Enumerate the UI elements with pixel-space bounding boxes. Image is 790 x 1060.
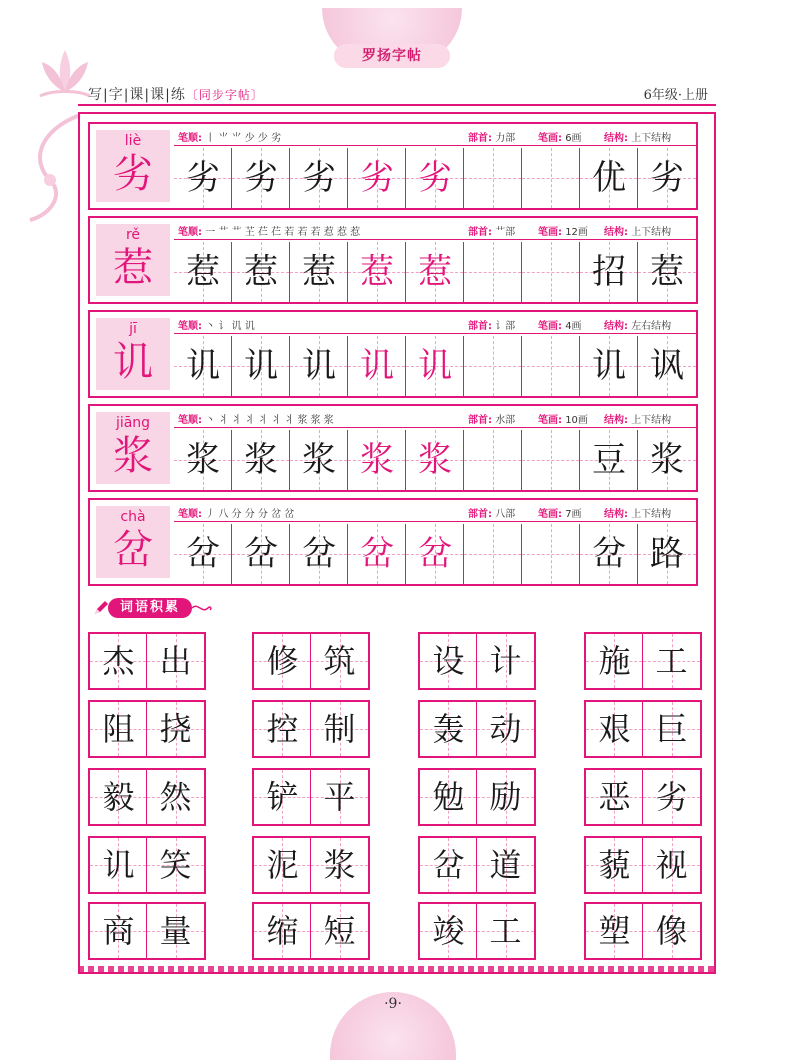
practice-char [522,336,580,396]
vocab-word [418,700,536,758]
vocab-word [418,768,536,826]
model-char: 浆 [113,433,153,479]
radical [468,411,515,426]
vocab-word [252,700,370,758]
radical-value: 讠部 [495,321,516,332]
practice-char: 浆 [186,440,220,480]
pinyin: rě [125,227,141,243]
vocab-word [584,700,702,758]
count-value: 4画 [565,321,582,332]
count-label: 笔画: [538,227,562,238]
model-box [96,224,170,296]
radical-label: 部首: [468,415,492,426]
practice-cell[interactable] [522,242,580,302]
stroke-count [538,505,582,520]
vocab-cell[interactable] [147,904,204,958]
practice-char: 惹 [244,252,278,292]
model-box [96,318,170,390]
practice-char: 惹 [186,252,220,292]
vocab-banner [92,596,214,620]
vocab-word [418,632,536,690]
practice-cell[interactable] [522,430,580,490]
vocab-char: 挠 [159,710,192,748]
vocab-char: 量 [159,912,192,950]
vocab-cell[interactable] [586,702,643,756]
practice-cell[interactable] [638,148,696,208]
vocab-cell[interactable] [586,904,643,958]
practice-char: 劣 [360,158,394,198]
practice-char: 惹 [418,252,452,292]
practice-cell[interactable] [290,148,348,208]
stroke-label: 笔顺: [178,415,202,426]
vocab-cell[interactable] [586,838,643,892]
practice-cell[interactable] [580,524,638,584]
vocab-char: 笑 [159,846,192,884]
practice-cell[interactable] [348,524,406,584]
vocab-char: 励 [489,778,522,816]
practice-cell[interactable] [174,148,232,208]
vocab-cell[interactable] [643,702,700,756]
practice-cell[interactable] [290,524,348,584]
practice-char [522,148,580,208]
structure [604,223,671,238]
vocab-cell[interactable] [643,770,700,824]
vocab-cell[interactable] [643,838,700,892]
vocab-word [252,836,370,894]
vocab-char: 恶 [598,778,631,816]
practice-char [464,430,522,490]
char-info [174,500,696,522]
vocab-cell[interactable] [420,904,477,958]
practice-cell[interactable] [290,242,348,302]
vocab-char: 岔 [432,846,465,884]
practice-char: 浆 [650,440,684,480]
count-label: 笔画: [538,415,562,426]
practice-char: 讥 [244,346,278,386]
character-row [88,122,698,210]
practice-grid [174,242,696,302]
vocab-word [584,768,702,826]
vocab-cell[interactable] [254,634,311,688]
count-value: 12画 [565,227,588,238]
vocab-cell[interactable] [477,904,534,958]
vocab-char: 出 [159,642,192,680]
stroke-value: 丶 丬 丬 丬 丬 丬 丬 浆 浆 浆 [205,415,334,426]
practice-char: 讥 [418,346,452,386]
char-info [174,218,696,240]
vocab-cell[interactable] [254,838,311,892]
page-number: ·9· [384,996,402,1012]
vocab-char: 工 [489,912,522,950]
vocab-cell[interactable] [90,904,147,958]
vocab-char: 制 [323,710,356,748]
structure-label: 结构: [604,509,628,520]
count-value: 10画 [565,415,588,426]
vocab-cell[interactable] [420,838,477,892]
practice-cell[interactable] [580,148,638,208]
practice-char: 惹 [360,252,394,292]
stroke-value: 丨 ⺌ ⺌ 少 少 劣 [205,133,282,144]
radical-label: 部首: [468,133,492,144]
practice-char: 惹 [302,252,336,292]
series-sub: 〔同步字帖〕 [185,88,264,102]
count-value: 7画 [565,509,582,520]
vocab-char: 施 [598,642,631,680]
practice-cell[interactable] [232,148,290,208]
vocab-char: 短 [323,912,356,950]
vocab-char: 计 [489,642,522,680]
practice-cell[interactable] [464,336,522,396]
vocab-char: 阻 [102,710,135,748]
practice-cell[interactable] [580,242,638,302]
vocab-char: 道 [489,846,522,884]
practice-grid [174,336,696,396]
model-box [96,130,170,202]
frame-bottom-border [78,966,716,974]
practice-char [464,336,522,396]
practice-cell[interactable] [174,430,232,490]
vocab-cell[interactable] [311,702,368,756]
model-box [96,506,170,578]
vocab-char: 控 [266,710,299,748]
practice-char: 讥 [592,346,626,386]
practice-char: 岔 [592,534,626,574]
vocab-word [88,632,206,690]
practice-cell[interactable] [290,430,348,490]
count-label: 笔画: [538,321,562,332]
vocab-cell[interactable] [586,634,643,688]
stroke-value: 丶 讠 讥 讥 [205,321,255,332]
radical [468,505,515,520]
practice-char: 讥 [302,346,336,386]
vocab-char: 缩 [266,912,299,950]
stroke-value: 丿 八 分 分 分 岔 岔 [205,509,295,520]
practice-cell[interactable] [638,336,696,396]
vocab-cell[interactable] [90,770,147,824]
practice-char: 路 [650,534,684,574]
vocab-cell[interactable] [90,634,147,688]
vocab-char: 泥 [266,846,299,884]
practice-cell[interactable] [638,242,696,302]
vocab-cell[interactable] [643,904,700,958]
practice-cell[interactable] [232,524,290,584]
practice-char: 劣 [302,158,336,198]
vocab-cell[interactable] [254,904,311,958]
vocab-char: 动 [489,710,522,748]
radical-label: 部首: [468,509,492,520]
structure-label: 结构: [604,321,628,332]
structure [604,505,671,520]
practice-cell[interactable] [348,336,406,396]
vocab-char: 艰 [598,710,631,748]
pinyin: jiāng [115,415,151,431]
vocab-word [88,700,206,758]
structure-label: 结构: [604,415,628,426]
vocab-char: 讥 [102,846,135,884]
practice-grid [174,430,696,490]
vocab-char: 筑 [323,642,356,680]
practice-cell[interactable] [464,524,522,584]
radical [468,223,515,238]
vocab-char: 轰 [432,710,465,748]
vocab-char: 然 [159,778,192,816]
model-char: 劣 [113,151,153,197]
practice-cell[interactable] [232,430,290,490]
vocab-char: 像 [655,912,688,950]
character-row [88,216,698,304]
vocab-cell[interactable] [420,770,477,824]
structure-value: 上下结构 [631,227,672,238]
header-divider [78,104,716,106]
practice-cell[interactable] [464,148,522,208]
structure [604,129,671,144]
char-info [174,406,696,428]
practice-cell[interactable] [232,242,290,302]
vocab-cell[interactable] [311,904,368,958]
practice-cell[interactable] [290,336,348,396]
vocab-cell[interactable] [311,838,368,892]
stroke-count [538,317,582,332]
pinyin: liè [124,133,142,149]
practice-cell[interactable] [638,524,696,584]
book-title-band [334,44,450,68]
practice-grid [174,524,696,584]
vocab-cell[interactable] [477,770,534,824]
radical-value: 水部 [495,415,516,426]
vocab-cell[interactable] [477,634,534,688]
vocab-cell[interactable] [477,702,534,756]
vocab-cell[interactable] [147,770,204,824]
vocab-word [88,836,206,894]
practice-char [522,242,580,302]
character-row [88,404,698,492]
practice-char [464,242,522,302]
vocab-word [584,836,702,894]
vocab-word [418,902,536,960]
practice-cell[interactable] [348,430,406,490]
vocab-char: 修 [266,642,299,680]
practice-char: 岔 [360,534,394,574]
character-row [88,310,698,398]
structure-value: 上下结构 [631,509,672,520]
stroke-value: 一 艹 艹 芏 芢 芢 若 若 若 惹 惹 惹 [205,227,361,238]
practice-cell[interactable] [522,524,580,584]
practice-char [464,148,522,208]
vocab-char: 杰 [102,642,135,680]
page-header [88,84,708,106]
structure-value: 上下结构 [631,133,672,144]
practice-cell[interactable] [406,148,464,208]
character-row [88,498,698,586]
vocab-char: 劣 [655,778,688,816]
count-label: 笔画: [538,133,562,144]
vocab-cell[interactable] [311,770,368,824]
vocab-word [252,902,370,960]
vocab-cell[interactable] [254,702,311,756]
radical-label: 部首: [468,227,492,238]
structure-label: 结构: [604,133,628,144]
practice-char: 浆 [244,440,278,480]
practice-char [464,524,522,584]
vocab-cell[interactable] [586,770,643,824]
radical-value: 八部 [495,509,516,520]
practice-cell[interactable] [348,242,406,302]
stroke-label: 笔顺: [178,227,202,238]
practice-cell[interactable] [174,524,232,584]
stroke-label: 笔顺: [178,321,202,332]
stroke-order [178,411,334,426]
book-title: 罗扬字帖 [362,48,422,64]
vocab-word [88,902,206,960]
vocab-cell[interactable] [254,770,311,824]
vocab-char: 藐 [598,846,631,884]
model-char: 讥 [113,339,153,385]
practice-char: 惹 [650,252,684,292]
model-char: 岔 [113,527,153,573]
vocab-word [88,768,206,826]
vocab-char: 塑 [598,912,631,950]
vocab-word [584,902,702,960]
vocab-word [252,768,370,826]
practice-cell[interactable] [522,148,580,208]
practice-char: 劣 [650,158,684,198]
vocab-char: 铲 [266,778,299,816]
structure-label: 结构: [604,227,628,238]
practice-cell[interactable] [464,242,522,302]
practice-cell[interactable] [232,336,290,396]
practice-cell[interactable] [522,336,580,396]
vocab-char: 巨 [655,710,688,748]
vocab-word [584,632,702,690]
vocab-cell[interactable] [147,634,204,688]
practice-char: 岔 [244,534,278,574]
practice-cell[interactable] [406,336,464,396]
practice-cell[interactable] [638,430,696,490]
practice-char: 讥 [360,346,394,386]
practice-char: 招 [592,252,626,292]
vocab-cell[interactable] [90,702,147,756]
stroke-order [178,223,360,238]
vocab-char: 设 [432,642,465,680]
vocab-char: 商 [102,912,135,950]
practice-cell[interactable] [174,336,232,396]
structure [604,317,671,332]
vocab-word [418,836,536,894]
stroke-order [178,129,281,144]
practice-char [522,430,580,490]
curl-ornament [192,602,212,614]
vocab-char: 勉 [432,778,465,816]
vocab-char: 竣 [432,912,465,950]
practice-cell[interactable] [580,336,638,396]
practice-char: 讥 [186,346,220,386]
stroke-label: 笔顺: [178,509,202,520]
vocab-cell[interactable] [311,634,368,688]
practice-cell[interactable] [580,430,638,490]
practice-char: 岔 [418,534,452,574]
practice-char: 浆 [360,440,394,480]
practice-char: 岔 [302,534,336,574]
practice-char: 劣 [186,158,220,198]
vocab-cell[interactable] [147,838,204,892]
practice-char: 岔 [186,534,220,574]
practice-char: 豆 [592,440,626,480]
vocab-cell[interactable] [420,702,477,756]
vocab-title: 词语积累 [108,598,192,618]
practice-char [522,524,580,584]
count-label: 笔画: [538,509,562,520]
pinyin: jī [129,321,137,337]
radical [468,317,515,332]
practice-char: 讽 [650,346,684,386]
model-char: 惹 [113,245,153,291]
practice-char: 优 [592,158,626,198]
stroke-order [178,505,294,520]
practice-grid [174,148,696,208]
vocab-char: 平 [323,778,356,816]
model-box [96,412,170,484]
practice-cell[interactable] [406,242,464,302]
practice-char: 浆 [418,440,452,480]
practice-cell[interactable] [464,430,522,490]
vocab-char: 视 [655,846,688,884]
grade-label: 6年级·上册 [643,88,708,103]
practice-char: 劣 [244,158,278,198]
vocab-char: 工 [655,642,688,680]
practice-char: 劣 [418,158,452,198]
vocab-char: 毅 [102,778,135,816]
practice-char: 浆 [302,440,336,480]
vocab-cell[interactable] [643,634,700,688]
structure-value: 左右结构 [631,321,672,332]
stroke-count [538,411,588,426]
practice-cell[interactable] [406,524,464,584]
stroke-order [178,317,255,332]
structure [604,411,671,426]
vocab-cell[interactable] [420,634,477,688]
radical-value: 艹部 [495,227,516,238]
series-title [88,84,264,104]
count-value: 6画 [565,133,582,144]
vocab-cell[interactable] [147,702,204,756]
char-info [174,312,696,334]
practice-cell[interactable] [348,148,406,208]
series-main: 写|字|课|课|练 [88,87,186,103]
vocab-word [252,632,370,690]
practice-cell[interactable] [406,430,464,490]
char-info [174,124,696,146]
vocab-cell[interactable] [90,838,147,892]
stroke-count [538,129,582,144]
vocab-char: 浆 [323,846,356,884]
practice-cell[interactable] [174,242,232,302]
stroke-count [538,223,588,238]
stroke-label: 笔顺: [178,133,202,144]
pinyin: chà [120,509,146,525]
radical-value: 力部 [495,133,516,144]
vocab-cell[interactable] [477,838,534,892]
structure-value: 上下结构 [631,415,672,426]
radical [468,129,515,144]
radical-label: 部首: [468,321,492,332]
